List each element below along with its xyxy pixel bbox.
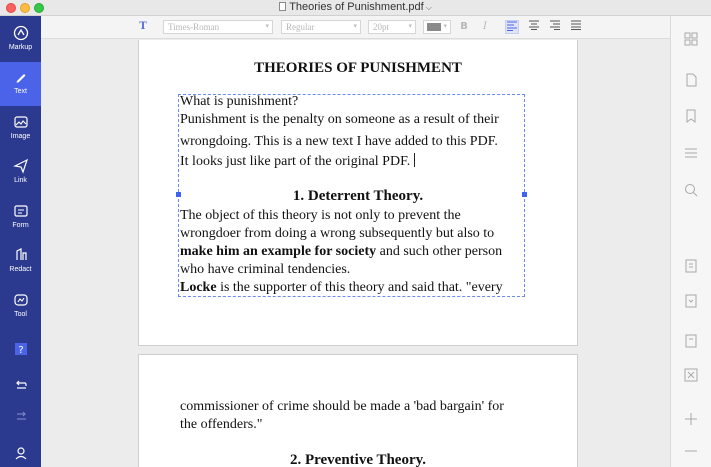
- sidebar-item-text[interactable]: [0, 62, 41, 106]
- bold-phrase: Locke: [180, 280, 217, 295]
- zoom-in-icon[interactable]: [684, 412, 698, 426]
- section-heading: 2. Preventive Theory.: [289, 452, 427, 467]
- add-text-button[interactable]: [136, 20, 150, 34]
- link-icon: [13, 158, 29, 174]
- font-family-select[interactable]: [163, 20, 273, 34]
- form-icon: [13, 203, 29, 219]
- paragraph-text: and such other person: [376, 244, 503, 259]
- chevron-down-icon: ▾: [443, 22, 447, 30]
- paragraph-line: the offenders.": [180, 417, 263, 432]
- redo-button[interactable]: [0, 409, 41, 428]
- align-left-icon: [507, 21, 517, 31]
- bold-phrase: make him an example for society: [180, 244, 377, 259]
- account-button[interactable]: [0, 446, 41, 465]
- pdf-page-1: [138, 40, 578, 346]
- paragraph-line: who have criminal tendencies.: [180, 262, 351, 277]
- fit-page-icon[interactable]: [684, 368, 698, 382]
- sidebar-item-link[interactable]: [0, 151, 41, 195]
- paragraph-text: is the supporter of this theory and said that. "every: [216, 280, 503, 295]
- color-swatch: [427, 23, 441, 31]
- font-size-select[interactable]: [368, 20, 416, 34]
- document-title: THEORIES OF PUNISHMENT: [254, 60, 462, 76]
- thumbnails-icon[interactable]: [684, 32, 698, 46]
- undo-button[interactable]: [0, 378, 41, 397]
- chevron-down-icon: ▾: [408, 22, 412, 30]
- undo-icon: [14, 378, 28, 392]
- tool-icon: [13, 292, 29, 308]
- font-style-select[interactable]: [281, 20, 361, 34]
- italic-button[interactable]: I: [483, 21, 487, 32]
- chevron-down-icon: ▾: [353, 22, 357, 30]
- paragraph-line: wrongdoer from doing a wrong subsequently but also to: [180, 226, 495, 241]
- search-icon[interactable]: [684, 183, 698, 197]
- markup-icon: [13, 25, 29, 41]
- paragraph-line: commissioner of crime should be made a 'bad bargain' for: [180, 399, 504, 414]
- align-left-button[interactable]: [505, 20, 519, 34]
- sidebar-item-markup[interactable]: [0, 18, 41, 62]
- sidebar-item-tool[interactable]: [0, 285, 41, 329]
- text-cursor: [414, 153, 415, 167]
- paragraph-line: [180, 280, 503, 296]
- left-tool-sidebar: [0, 16, 41, 467]
- align-justify-icon: [571, 20, 581, 30]
- convert-icon[interactable]: [684, 294, 698, 308]
- page-icon[interactable]: [684, 73, 698, 87]
- sidebar-item-image[interactable]: [0, 107, 41, 151]
- window-title[interactable]: [0, 1, 711, 13]
- zoom-out-icon[interactable]: [684, 444, 698, 458]
- outline-icon[interactable]: [684, 146, 698, 160]
- right-panel-sidebar: [670, 16, 711, 467]
- sidebar-item-label: Redact: [9, 266, 32, 273]
- sidebar-item-redact[interactable]: [0, 240, 41, 284]
- sidebar-item-label: Link: [14, 177, 27, 184]
- sidebar-item-label: Image: [10, 133, 31, 140]
- paragraph-line: It looks just like part of the original PDF.: [180, 154, 411, 169]
- chevron-down-icon: ⌵: [425, 3, 432, 12]
- properties-icon[interactable]: [684, 334, 698, 348]
- text-format-toolbar: [41, 16, 670, 39]
- bold-button[interactable]: B: [460, 21, 468, 32]
- window-title-text: Theories of Punishment.pdf: [289, 1, 424, 13]
- redact-icon: [13, 247, 29, 263]
- redo-icon: [14, 409, 28, 423]
- align-justify-button[interactable]: [569, 20, 583, 34]
- paragraph-line: Punishment is the penalty on someone as a result of their: [180, 112, 499, 127]
- document-viewer[interactable]: [41, 40, 670, 467]
- align-right-button[interactable]: [548, 20, 562, 34]
- chevron-down-icon: ▾: [265, 22, 269, 30]
- font-style-value: Regular: [286, 22, 315, 32]
- align-right-icon: [550, 20, 560, 30]
- font-family-value: Times-Roman: [168, 22, 220, 32]
- paragraph-line: What is punishment?: [180, 94, 299, 109]
- text-edit-icon: [13, 69, 29, 85]
- sidebar-item-label: Form: [12, 222, 29, 229]
- image-icon: [13, 114, 29, 130]
- sidebar-item-label: Text: [14, 88, 27, 95]
- align-center-button[interactable]: [527, 20, 541, 34]
- paragraph-line: The object of this theory is not only to prevent the: [180, 208, 461, 223]
- paragraph-line: [180, 244, 502, 260]
- add-text-icon: T: [139, 21, 147, 32]
- help-button[interactable]: [0, 342, 41, 361]
- text-color-picker[interactable]: [423, 20, 451, 34]
- bookmark-icon[interactable]: [684, 109, 698, 123]
- svg-text:?: ?: [17, 345, 24, 356]
- sidebar-item-form[interactable]: [0, 196, 41, 240]
- ocr-icon[interactable]: [684, 259, 698, 273]
- pdf-file-icon: [279, 2, 286, 11]
- sidebar-item-label: Markup: [8, 44, 33, 51]
- paragraph-line: wrongdoing. This is a new text I have added to this PDF.: [180, 134, 498, 149]
- sidebar-item-label: Tool: [14, 311, 27, 318]
- font-size-value: 20pt: [373, 22, 390, 32]
- align-center-icon: [529, 20, 539, 30]
- pdf-page-2: [138, 354, 578, 467]
- title-bar: [0, 0, 711, 16]
- section-heading: 1. Deterrent Theory.: [292, 188, 424, 204]
- user-icon: [14, 446, 28, 460]
- help-icon: [14, 342, 28, 356]
